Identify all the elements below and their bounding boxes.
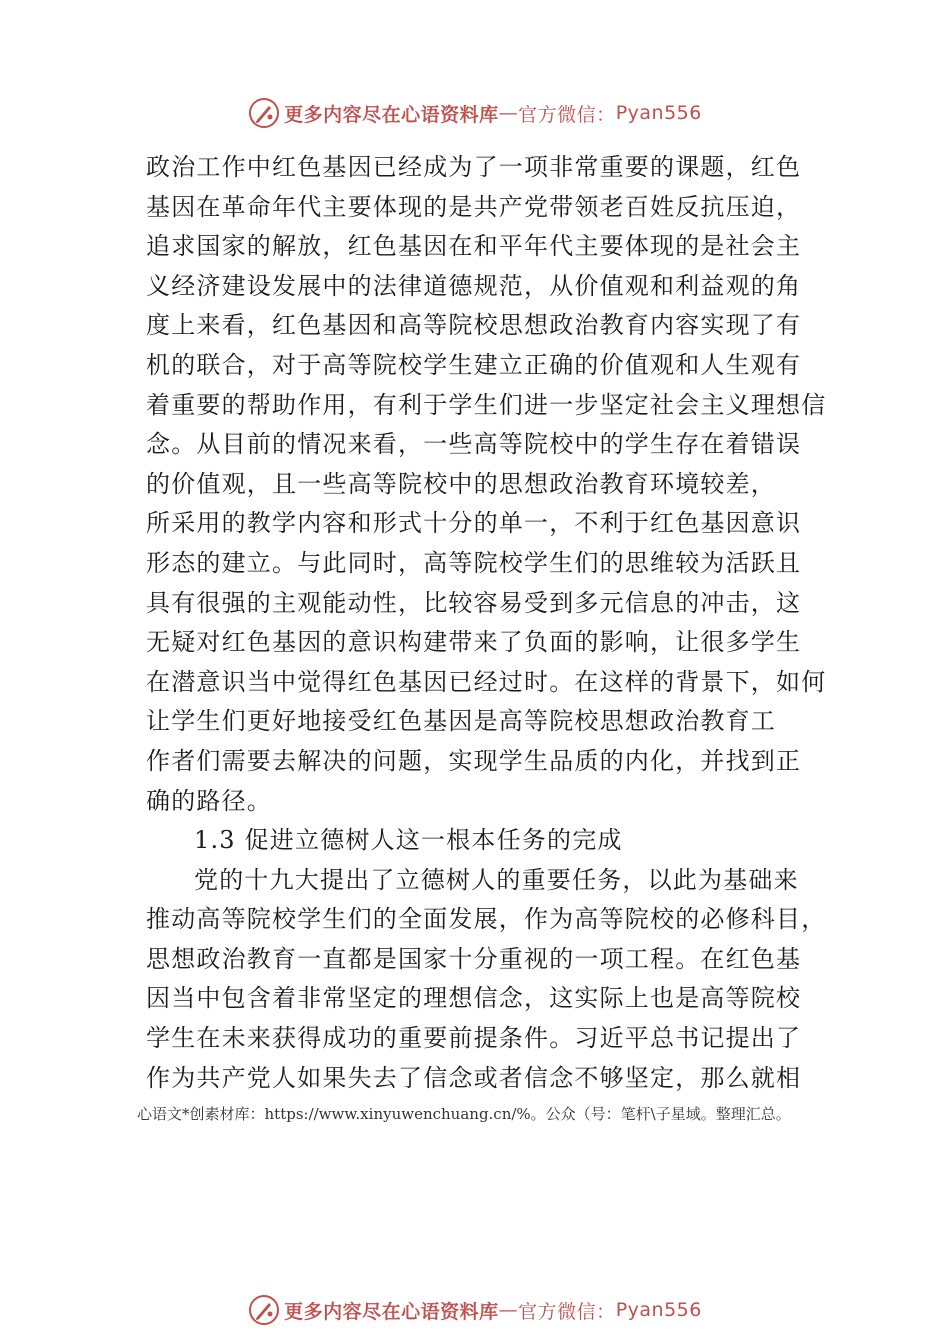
body-line: 因当中包含着非常坚定的理想信念，这实际上也是高等院校 <box>146 984 802 1013</box>
footer-wechat-id: Pyan556 <box>615 1299 702 1321</box>
body-line: 作为共产党人如果失去了信念或者信念不够坚定，那么就相 <box>146 1063 802 1092</box>
quill-logo-icon <box>248 97 280 129</box>
footer-brand: 更多内容尽在心语资料库 <box>284 1300 499 1323</box>
body-line: 推动高等院校学生们的全面发展，作为高等院校的必修科目， <box>146 905 827 934</box>
header-wechat-id: Pyan556 <box>615 102 702 124</box>
body-text <box>146 148 836 1098</box>
header-brand: 更多内容尽在心语资料库 <box>284 103 499 126</box>
body-line: 政治工作中红色基因已经成为了一项非常重要的课题，红色 <box>146 153 802 181</box>
page-header <box>0 95 950 131</box>
body-line: 确的路径。 <box>146 786 272 815</box>
body-line: 基因在革命年代主要体现的是共产党带领老百姓反抗压迫， <box>146 192 802 221</box>
footer-separator: — <box>498 1299 519 1321</box>
body-line: 思想政治教育一直都是国家十分重视的一项工程。在红色基 <box>146 944 802 973</box>
body-line: 在潜意识当中觉得红色基因已经过时。在这样的背景下，如何 <box>146 667 827 696</box>
body-line: 念。从目前的情况来看，一些高等院校中的学生存在着错误 <box>146 430 802 459</box>
section-heading: 1.3 促进立德树人这一根本任务的完成 <box>194 826 623 855</box>
body-line: 形态的建立。与此同时，高等院校学生们的思维较为活跃且 <box>146 548 802 577</box>
page-footer <box>0 1292 950 1328</box>
footer-wechat-label: 官方微信： <box>518 1300 616 1323</box>
body-line: 具有很强的主观能动性，比较容易受到多元信息的冲击，这 <box>146 588 802 617</box>
body-line: 让学生们更好地接受红色基因是高等院校思想政治教育工 <box>146 707 776 736</box>
body-line: 的价值观，且一些高等院校中的思想政治教育环境较差， <box>146 469 776 498</box>
body-line: 无疑对红色基因的意识构建带来了负面的影响，让很多学生 <box>146 628 802 657</box>
body-line: 着重要的帮助作用，有利于学生们进一步坚定社会主义理想信 <box>146 390 827 419</box>
body-line: 追求国家的解放，红色基因在和平年代主要体现的是社会主 <box>146 232 802 261</box>
body-line: 所采用的教学内容和形式十分的单一，不利于红色基因意识 <box>146 509 802 538</box>
body-line: 机的联合，对于高等院校学生建立正确的价值观和人生观有 <box>146 350 802 379</box>
body-line: 学生在未来获得成功的重要前提条件。习近平总书记提出了 <box>146 1024 802 1053</box>
quill-logo-icon <box>248 1294 280 1326</box>
body-line: 党的十九大提出了立德树人的重要任务，以此为基础来 <box>194 865 799 894</box>
header-separator: — <box>498 102 519 124</box>
footnote: 心语文*创素材库：https://www.xinyuwenchuang.cn/%。公众（号：笔杆\子星域。整理汇总。 <box>137 1105 791 1123</box>
body-line: 度上来看，红色基因和高等院校思想政治教育内容实现了有 <box>146 311 802 340</box>
body-line: 作者们需要去解决的问题，实现学生品质的内化，并找到正 <box>146 746 802 775</box>
header-wechat-label: 官方微信： <box>518 103 616 126</box>
body-line: 义经济建设发展中的法律道德规范，从价值观和利益观的角 <box>146 271 802 300</box>
